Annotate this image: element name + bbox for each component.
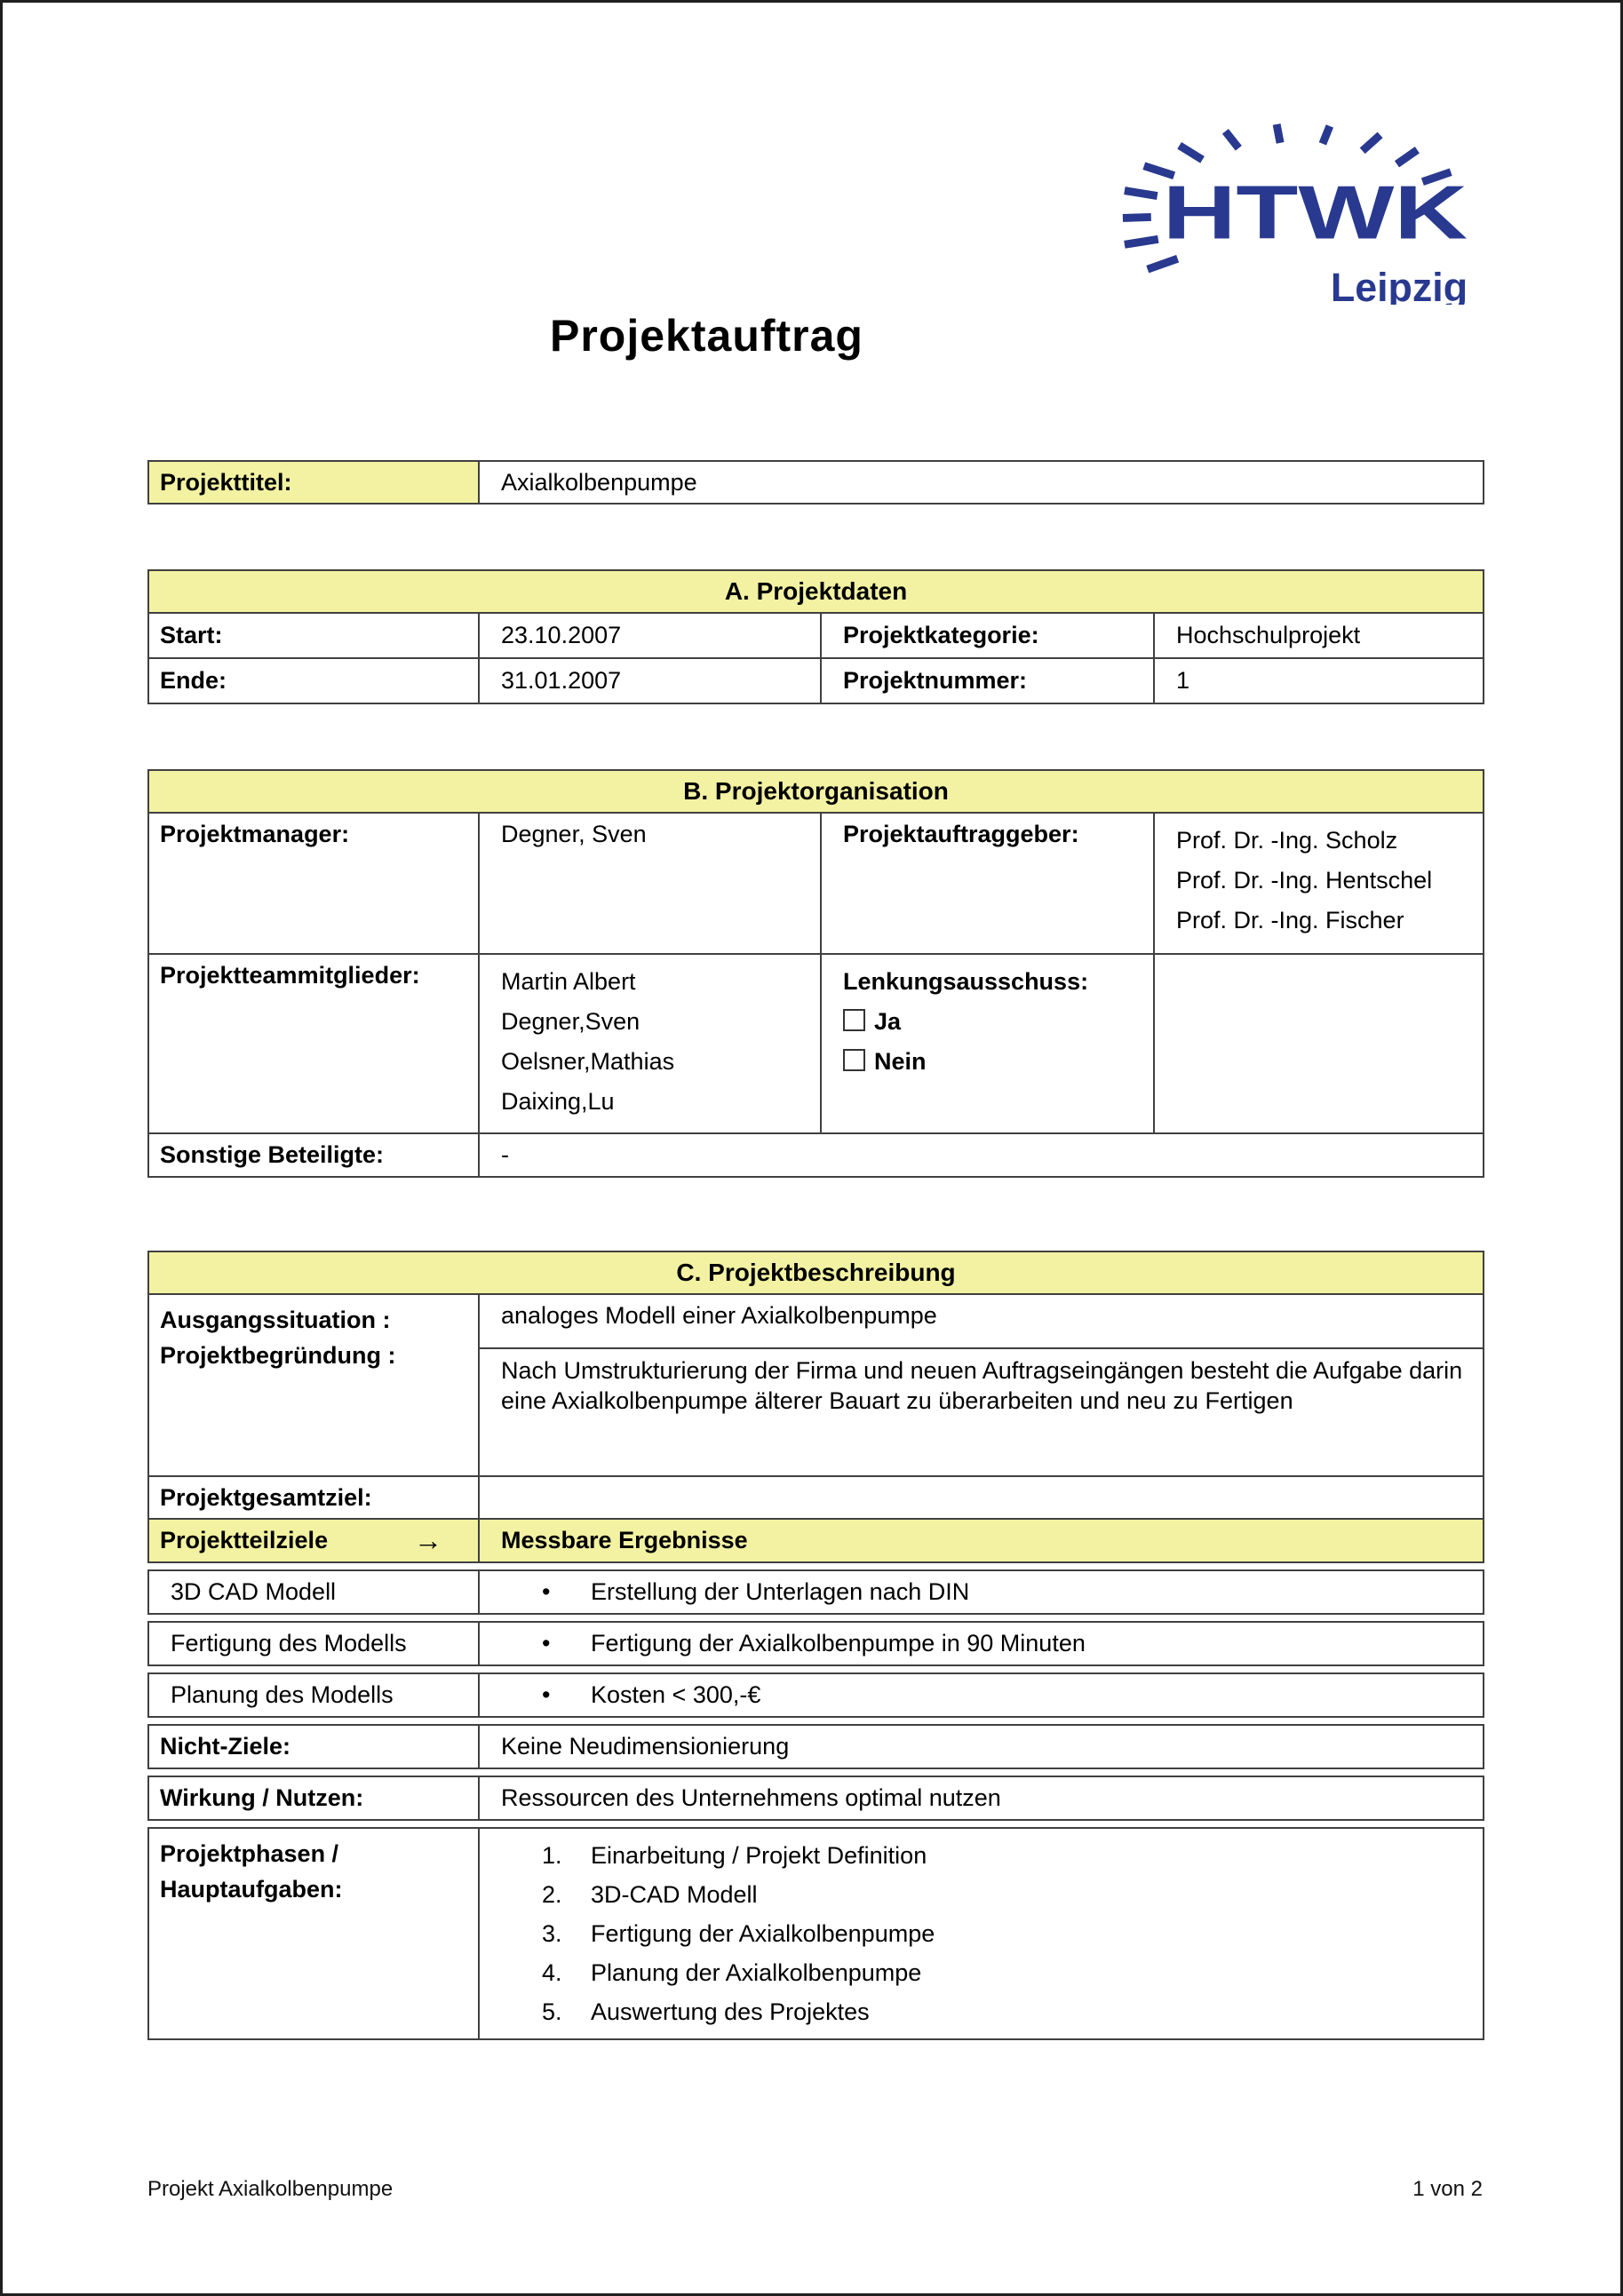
team-member: Martin Albert xyxy=(501,968,636,995)
non-goals-label: Nicht-Ziele: xyxy=(148,1725,479,1768)
subgoals-header: Messbare Ergebnisse xyxy=(479,1519,1484,1562)
section-c-table xyxy=(147,1251,1484,1563)
start-label: Start: xyxy=(148,613,479,658)
subgoal-value-cell xyxy=(479,1570,1484,1614)
phases-label-line: Hauptaufgaben: xyxy=(160,1876,343,1903)
subgoal-label: 3D CAD Modell xyxy=(148,1570,479,1614)
phases-label xyxy=(148,1828,479,2039)
subgoal-row xyxy=(147,1569,1484,1615)
subgoal-value: Erstellung der Unterlagen nach DIN xyxy=(591,1578,970,1605)
category-label: Projektkategorie: xyxy=(821,613,1154,658)
subgoal-label: Fertigung des Modells xyxy=(148,1622,479,1665)
project-title-value: Axialkolbenpumpe xyxy=(479,461,1484,504)
others-label: Sonstige Beteiligte: xyxy=(148,1133,479,1177)
situation-label: Ausgangssituation : xyxy=(160,1307,391,1333)
table-row xyxy=(148,1294,1484,1348)
non-goals-value: Keine Neudimensionierung xyxy=(479,1725,1484,1768)
bullet-icon: • xyxy=(542,1681,551,1708)
non-goals-row xyxy=(147,1724,1484,1769)
client-value xyxy=(1154,813,1484,954)
subgoals-label: Projektteilziele xyxy=(160,1527,329,1553)
team-member: Degner,Sven xyxy=(501,1008,640,1035)
team-value xyxy=(479,954,821,1133)
empty-cell xyxy=(1154,954,1484,1133)
project-title-label: Projekttitel: xyxy=(148,461,479,504)
phase-number: 1. xyxy=(542,1842,562,1869)
client-line: Prof. Dr. -Ing. Scholz xyxy=(1176,827,1398,854)
subgoal-value-cell xyxy=(479,1673,1484,1717)
goal-value xyxy=(479,1476,1484,1519)
phases-list xyxy=(479,1828,1484,2039)
table-row xyxy=(148,658,1484,703)
number-value: 1 xyxy=(1154,658,1484,703)
subgoal-label: Planung des Modells xyxy=(148,1673,479,1717)
checkbox-nein-label: Nein xyxy=(874,1048,927,1075)
logo-htwk-text: HTWK xyxy=(1162,171,1468,256)
phase-item xyxy=(501,1992,1472,2031)
footer-page-number: 1 von 2 xyxy=(1412,2177,1483,2201)
client-label: Projektauftraggeber: xyxy=(821,813,1154,954)
end-label: Ende: xyxy=(148,658,479,703)
phase-text: Auswertung des Projektes xyxy=(591,1998,870,2025)
phase-item xyxy=(501,1914,1472,1953)
page-title: Projektauftrag xyxy=(550,311,863,361)
committee-option-ja xyxy=(843,1002,1142,1042)
table-row xyxy=(148,1519,1484,1562)
team-label: Projektteammitglieder: xyxy=(148,954,479,1133)
manager-value: Degner, Sven xyxy=(479,813,821,954)
committee-cell xyxy=(821,954,1154,1133)
client-line: Prof. Dr. -Ing. Fischer xyxy=(1176,907,1404,933)
section-a-header: A. Projektdaten xyxy=(148,570,1484,613)
logo-leipzig-text: Leipzig xyxy=(1330,265,1468,305)
phase-text: Fertigung der Axialkolbenpumpe xyxy=(591,1920,935,1947)
checkbox-ja[interactable] xyxy=(843,1009,865,1031)
phase-item xyxy=(501,1836,1472,1875)
page-footer xyxy=(147,2177,1483,2202)
benefit-label: Wirkung / Nutzen: xyxy=(148,1776,479,1820)
table-row xyxy=(148,1133,1484,1177)
benefit-value: Ressourcen des Unternehmens optimal nutzen xyxy=(479,1776,1484,1820)
subgoal-value: Kosten < 300,-€ xyxy=(591,1681,761,1708)
phase-text: 3D-CAD Modell xyxy=(591,1881,758,1908)
bullet-icon: • xyxy=(542,1578,551,1605)
section-a-table xyxy=(147,569,1484,704)
right-arrow-icon: → xyxy=(414,1524,442,1556)
phase-number: 4. xyxy=(542,1959,562,1986)
benefit-row xyxy=(147,1776,1484,1821)
subgoal-row xyxy=(147,1672,1484,1718)
reason-value: Nach Umstrukturierung der Firma und neuen Auftragseingängen besteht die Aufgabe darin eine Axialkolbenpumpe älterer Bauart zu überarbeiten und neu zu Fertigen xyxy=(479,1348,1484,1476)
start-value: 23.10.2007 xyxy=(479,613,821,658)
section-b-table xyxy=(147,769,1484,1178)
phase-item xyxy=(501,1875,1472,1914)
phase-text: Planung der Axialkolbenpumpe xyxy=(591,1959,922,1986)
subgoal-row xyxy=(147,1621,1484,1666)
phase-text: Einarbeitung / Projekt Definition xyxy=(591,1842,927,1869)
category-value: Hochschulprojekt xyxy=(1154,613,1484,658)
phase-number: 2. xyxy=(542,1881,562,1908)
situation-value: analoges Modell einer Axialkolbenpumpe xyxy=(479,1294,1484,1348)
committee-label: Lenkungsausschuss: xyxy=(843,968,1089,995)
table-row xyxy=(148,613,1484,658)
footer-document-name: Projekt Axialkolbenpumpe xyxy=(147,2177,394,2201)
phase-item xyxy=(501,1953,1472,1992)
situation-reason-label xyxy=(148,1294,479,1476)
subgoal-value: Fertigung der Axialkolbenpumpe in 90 Minuten xyxy=(591,1630,1086,1656)
manager-label: Projektmanager: xyxy=(148,813,479,954)
committee-option-nein xyxy=(843,1042,1142,1082)
table-row xyxy=(148,954,1484,1133)
section-c-header: C. Projektbeschreibung xyxy=(148,1251,1484,1294)
team-member: Daixing,Lu xyxy=(501,1088,615,1115)
others-value: - xyxy=(479,1133,1484,1177)
phase-number: 3. xyxy=(542,1920,562,1947)
checkbox-ja-label: Ja xyxy=(874,1008,902,1035)
section-b-header: B. Projektorganisation xyxy=(148,770,1484,813)
reason-label: Projektbegründung : xyxy=(160,1342,396,1369)
bullet-icon: • xyxy=(542,1630,551,1656)
phase-number: 5. xyxy=(542,1998,562,2025)
table-row xyxy=(148,813,1484,954)
subgoal-value-cell xyxy=(479,1622,1484,1665)
team-member: Oelsner,Mathias xyxy=(501,1048,675,1075)
client-line: Prof. Dr. -Ing. Hentschel xyxy=(1176,867,1433,894)
document-content xyxy=(147,3,1483,2040)
project-title-table xyxy=(147,460,1484,504)
goal-label: Projektgesamtziel: xyxy=(148,1476,479,1519)
end-value: 31.01.2007 xyxy=(479,658,821,703)
phases-row xyxy=(147,1827,1484,2040)
phases-label-line: Projektphasen / xyxy=(160,1840,339,1867)
subgoals-label-cell xyxy=(148,1519,479,1562)
number-label: Projektnummer: xyxy=(821,658,1154,703)
table-row xyxy=(148,1476,1484,1519)
checkbox-nein[interactable] xyxy=(843,1049,865,1071)
